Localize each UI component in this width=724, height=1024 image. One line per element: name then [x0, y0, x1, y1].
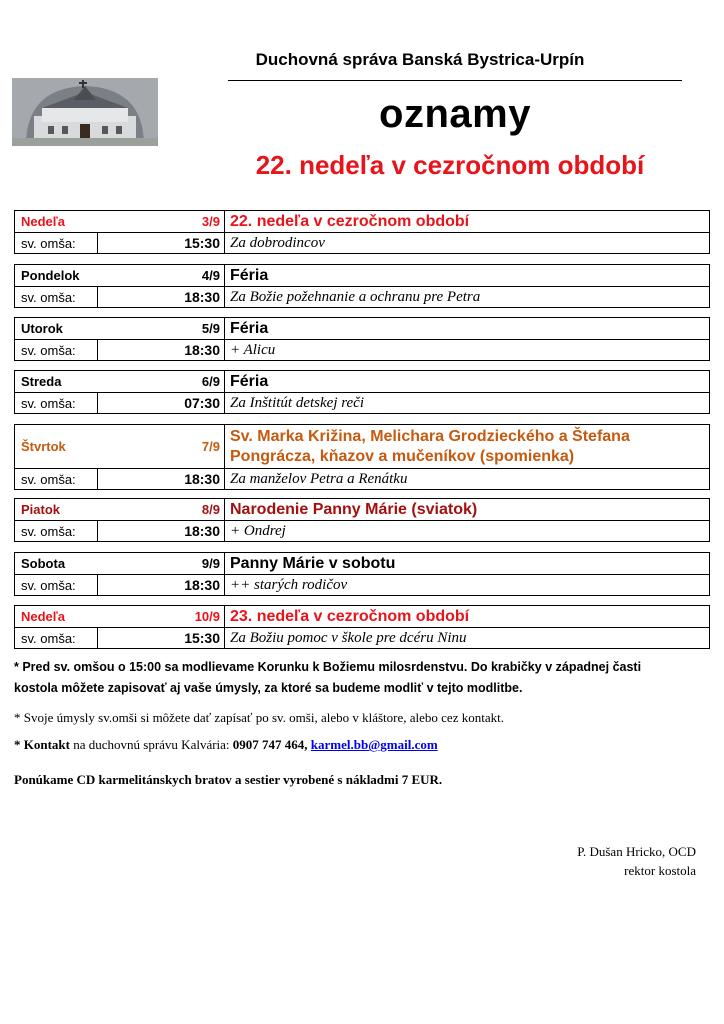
note-korunka: [14, 657, 704, 699]
church-photo: [12, 78, 158, 146]
day-celebration: Féria: [230, 372, 269, 390]
day-header-row: [15, 318, 709, 340]
mass-label: sv. omša:: [15, 469, 98, 489]
schedule-day: [14, 605, 710, 649]
mass-time: 18:30: [98, 340, 225, 360]
day-date: 9/9: [167, 553, 225, 574]
mass-row: [15, 287, 709, 307]
day-celebration: 22. nedeľa v cezročnom období: [230, 212, 470, 230]
contact-phone: 0907 747 464,: [232, 737, 308, 752]
mass-label: sv. omša:: [15, 521, 98, 541]
mass-label: sv. omša:: [15, 340, 98, 360]
schedule-day: [14, 317, 710, 361]
note-intentions: * Svoje úmysly sv.omši si môžete dať zapísať po sv. omši, alebo v kláštore, alebo cez kontakt.: [14, 710, 504, 725]
schedule-day: [14, 210, 710, 254]
mass-intention: Za Božiu pomoc v škole pre dcéru Ninu: [230, 629, 467, 646]
mass-row: [15, 521, 709, 541]
mass-time: 07:30: [98, 393, 225, 413]
schedule-day: [14, 498, 710, 542]
day-date: 3/9: [167, 211, 225, 232]
mass-row: [15, 393, 709, 413]
day-date: 7/9: [167, 425, 225, 468]
day-date: 8/9: [167, 499, 225, 520]
day-celebration: Féria: [230, 266, 269, 284]
schedule-day: [14, 264, 710, 308]
header-divider: [228, 80, 682, 81]
day-name: Utorok: [21, 321, 63, 336]
contact-label: * Kontakt: [14, 737, 70, 752]
mass-time: 18:30: [98, 287, 225, 307]
schedule-day: [14, 424, 710, 490]
mass-intention: + Ondrej: [230, 522, 286, 539]
note-line: kostola môžete zapisovať aj vaše úmysly, za ktoré sa budeme modliť v tejto modlitbe.: [14, 681, 523, 695]
mass-time: 15:30: [98, 233, 225, 253]
day-date: 5/9: [167, 318, 225, 339]
mass-row: [15, 575, 709, 595]
day-celebration: [225, 425, 709, 468]
mass-label: sv. omša:: [15, 575, 98, 595]
mass-intention: Za dobrodincov: [230, 234, 325, 251]
day-celebration: 23. nedeľa v cezročnom období: [230, 607, 470, 625]
mass-time: 18:30: [98, 521, 225, 541]
day-name: Štvrtok: [21, 439, 66, 454]
mass-label: sv. omša:: [15, 628, 98, 648]
signature: [577, 842, 696, 880]
day-name: Nedeľa: [21, 609, 66, 624]
mass-label: sv. omša:: [15, 393, 98, 413]
mass-label: sv. omša:: [15, 287, 98, 307]
mass-time: 18:30: [98, 469, 225, 489]
mass-row: [15, 469, 709, 489]
day-date: 4/9: [167, 265, 225, 286]
signature-name: P. Dušan Hricko, OCD: [577, 844, 696, 859]
mass-intention: Za manželov Petra a Renátku: [230, 470, 408, 487]
day-celebration: Narodenie Panny Márie (sviatok): [230, 500, 478, 518]
schedule-day: [14, 552, 710, 596]
day-header-row: [15, 371, 709, 393]
day-name: Pondelok: [21, 268, 80, 283]
mass-intention: Za Inštitút detskej reči: [230, 394, 365, 411]
day-header-row: [15, 425, 709, 469]
note-line: * Pred sv. omšou o 15:00 sa modlievame Korunku k Božiemu milosrdenstvu. Do krabičky v západnej časti: [14, 660, 642, 674]
schedule-day: [14, 370, 710, 414]
day-header-row: [15, 499, 709, 521]
contact-email-link[interactable]: karmel.bb@gmail.com: [310, 737, 438, 752]
note-contact: [14, 737, 704, 753]
mass-row: [15, 233, 709, 253]
day-date: 10/9: [167, 606, 225, 627]
day-header-row: [15, 265, 709, 287]
mass-time: 18:30: [98, 575, 225, 595]
day-header-row: [15, 606, 709, 628]
contact-text: na duchovnú správu Kalvária:: [69, 737, 233, 752]
mass-intention: ++ starých rodičov: [230, 576, 348, 593]
day-name: Sobota: [21, 556, 66, 571]
day-date: 6/9: [167, 371, 225, 392]
mass-row: [15, 340, 709, 360]
day-header-row: [15, 553, 709, 575]
mass-intention: + Alicu: [230, 341, 276, 358]
organization-name: Duchovná správa Banská Bystrica-Urpín: [255, 50, 585, 69]
day-name: Streda: [21, 374, 62, 389]
page-title: oznamy: [379, 92, 531, 136]
day-name: Piatok: [21, 502, 61, 517]
day-name: Nedeľa: [21, 214, 66, 229]
signature-role: rektor kostola: [624, 863, 696, 878]
mass-row: [15, 628, 709, 648]
mass-intention: Za Božie požehnanie a ochranu pre Petra: [230, 288, 481, 305]
note-cd-offer: Ponúkame CD karmelitánskych bratov a sestier vyrobené s nákladmi 7 EUR.: [14, 772, 443, 787]
day-header-row: [15, 211, 709, 233]
day-celebration: Féria: [230, 319, 269, 337]
mass-label: sv. omša:: [15, 233, 98, 253]
page-subtitle: 22. nedeľa v cezročnom období: [255, 150, 645, 180]
day-celebration-line: Sv. Marka Križina, Melichara Grodzieckého a Štefana: [230, 427, 630, 445]
day-celebration-line: Pongrácza, kňazov a mučeníkov (spomienka): [230, 447, 575, 465]
mass-time: 15:30: [98, 628, 225, 648]
day-celebration: Panny Márie v sobotu: [230, 554, 396, 572]
